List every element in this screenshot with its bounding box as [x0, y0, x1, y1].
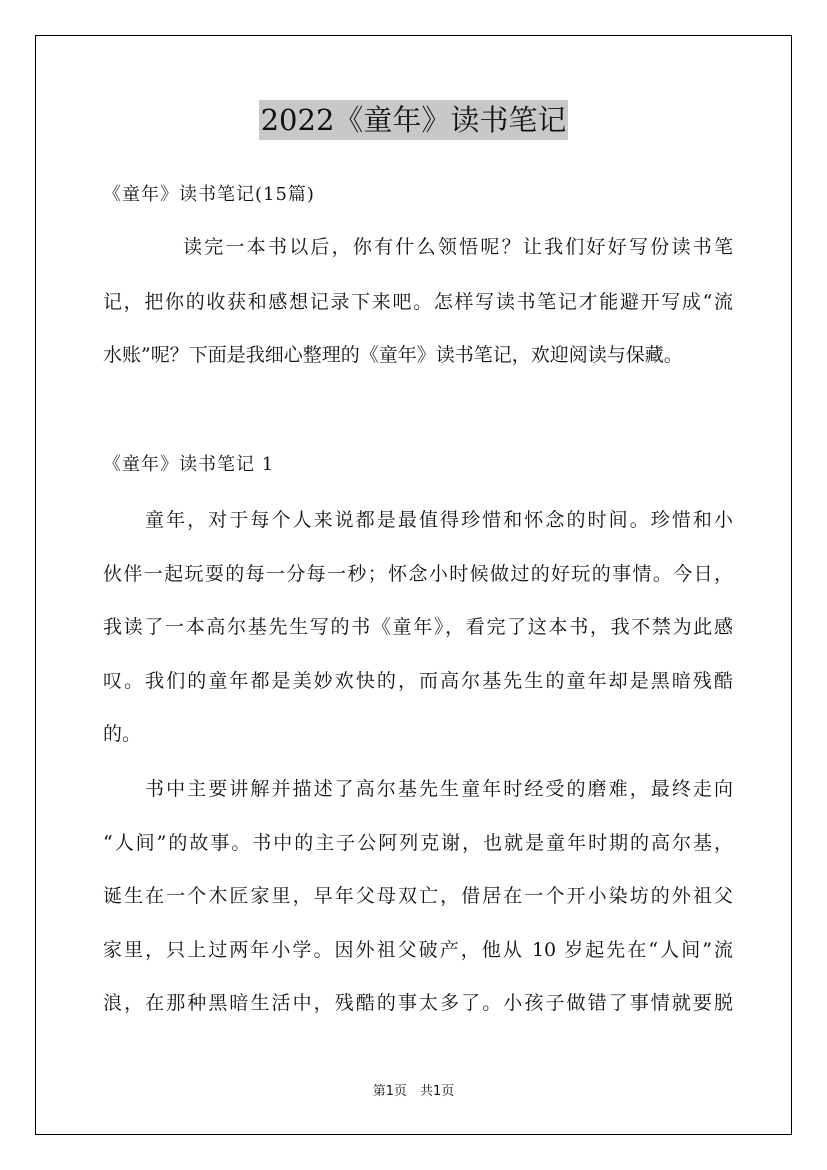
page-footer: 第1页 共1页 — [372, 1084, 455, 1099]
paragraph-line: 诞生在一个木匠家里，早年父母双亡，借居在一个开小染坊的外祖父 — [103, 885, 733, 907]
paragraph-line: 我读了一本高尔基先生写的书《童年》，看完了这本书，我不禁为此感 — [103, 616, 733, 638]
intro-line: 水账”呢？下面是我细心整理的《童年》读书笔记，欢迎阅读与保藏。 — [103, 344, 683, 366]
paragraph-line: “人间”的故事。书中的主子公阿列克谢，也就是童年时期的高尔基， — [103, 832, 733, 854]
paragraph-line: 书中主要讲解并描述了高尔基先生童年时经受的磨难，最终走向 — [145, 778, 733, 800]
paragraph-line: 的。 — [103, 723, 142, 745]
paragraph-line: 伙伴一起玩耍的每一分每一秒；怀念小时候做过的好玩的事情。今日， — [103, 563, 733, 585]
title-container — [0, 100, 827, 140]
page-title: 2022《童年》读书笔记 — [259, 100, 569, 140]
paragraph-line: 叹。我们的童年都是美妙欢快的，而高尔基先生的童年却是黑暗残酷 — [103, 670, 733, 692]
paragraph-line: 童年，对于每个人来说都是最值得珍惜和怀念的时间。珍惜和小 — [145, 509, 733, 531]
intro-line: 读完一本书以后，你有什么领悟呢？让我们好好写份读书笔 — [183, 236, 733, 258]
section-heading: 《童年》读书笔记 1 — [103, 454, 275, 475]
paragraph-line: 浪，在那种黑暗生活中，残酷的事太多了。小孩子做错了事情就要脱 — [103, 992, 733, 1014]
intro-line: 记，把你的收获和感想记录下来吧。怎样写读书笔记才能避开写成“流 — [103, 291, 733, 313]
paragraph-line: 家里，只上过两年小学。因外祖父破产，他从 10 岁起先在“人间”流 — [103, 939, 733, 961]
document-subtitle: 《童年》读书笔记(15篇) — [103, 184, 315, 205]
